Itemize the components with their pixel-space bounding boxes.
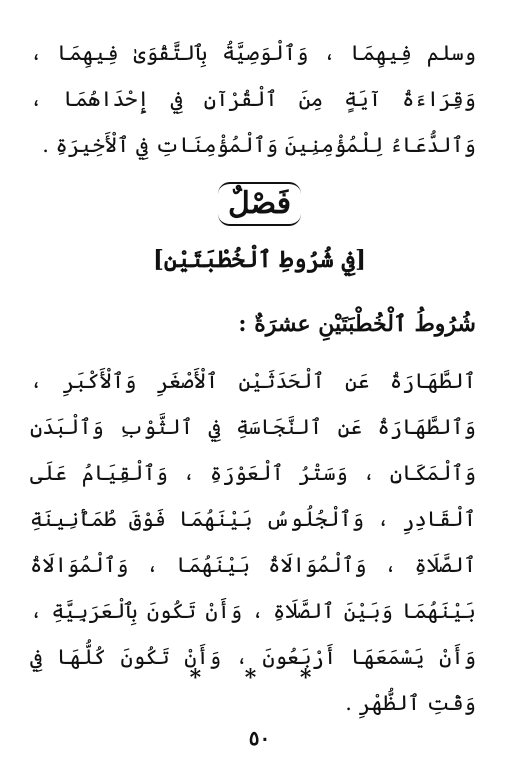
section-heading <box>0 182 519 226</box>
star-separator: * * * <box>189 665 330 691</box>
lead-line: شُرُوطُ ٱلْخُطْبَتَيْنِ عشرَةٌ : <box>238 311 476 337</box>
intro-paragraph: وسلم فِيهِمَا ، وَٱلْوَصِيَّةُ بِٱلتَّقْوَىٰ فِيهِمَا ، وَقِرَاءَةُ آيَةٍ مِنَ ٱلْقُرْآنِ فِي إِحْدَاهُمَا ، وَٱلدُّعَاءُ لِلْمُؤْمِنِينَ وَٱلْمُؤْمِنَاتِ فِي ٱلْأَخِيرَةِ . <box>30 41 476 157</box>
page-number: ٥٠ <box>248 726 271 750</box>
section-heading-label: فَصْلٌ <box>218 182 301 226</box>
section-subtitle: [فِي شُرُوطِ ٱلْخُطْبَتَيْنِ] <box>153 246 366 273</box>
conditions-paragraph: ٱلطَّهَارَةُ عَنِ ٱلْحَدَثَيْنِ ٱلْأَصْغَرِ وَٱلْأَكْبَرِ ، وَٱلطَّهَارَةُ عَنِ ٱلنَّجَاسَةِ فِي ٱلثَّوْبِ وَٱلْبَدَنِ وَٱلْمَكَانِ ، وَسَتْرُ ٱلْعَوْرَةِ ، وَٱلْقِيَامُ عَلَى ٱلْقَادِرِ ، وَٱلْجُلُوسُ بَيْنَهُمَا فَوْقَ طُمَأْنِينَةِ ٱلصَّلَاةِ ، وَٱلْمُوَالَاةُ بَيْنَهُمَا ، وَٱلْمُوَالَاةُ بَيْنَهُمَا وَبَيْنَ ٱلصَّلَاةِ ، وَأَنْ تَكُونَ بِٱلْعَرَبِيَّةِ ، وَأَنْ يَسْمَعَهَا أَرْبَعُونَ ، وَأَنْ تَكُونَ كُلُّهَا فِي وَقْتِ ٱلظُّهْرِ . <box>30 369 476 715</box>
